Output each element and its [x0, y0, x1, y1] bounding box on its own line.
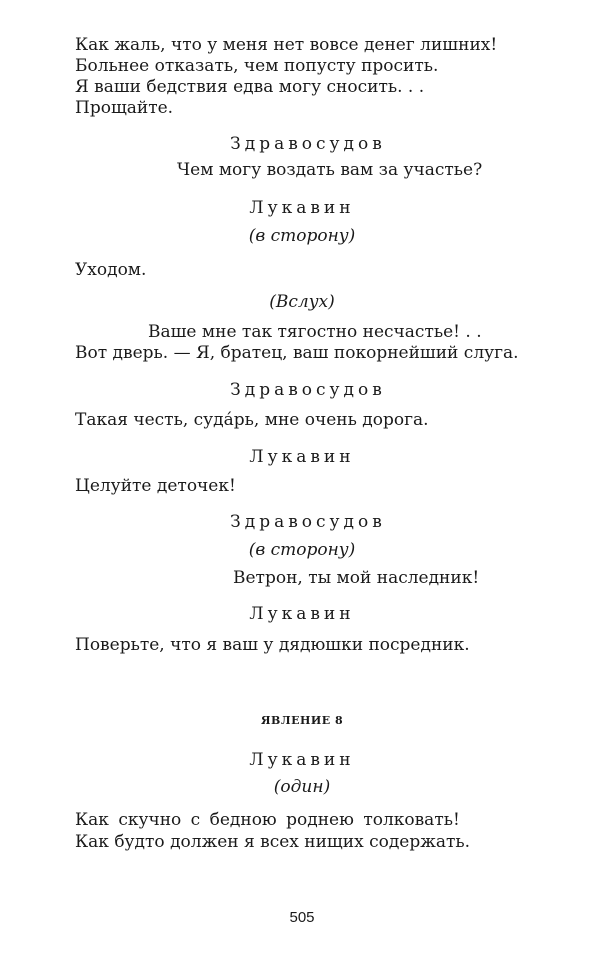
speaker-name: Лукавин	[249, 447, 355, 467]
verse-line: Больнее отказать, чем попусту просить.	[75, 56, 439, 76]
scene-heading: ЯВЛЕНИЕ 8	[260, 714, 344, 727]
verse-line: Чем могу воздать вам за участье?	[177, 160, 483, 180]
verse-line: Такая честь, суда́рь, мне очень дорога.	[75, 410, 429, 430]
verse-line: Ветрон, ты мой наследник!	[233, 568, 480, 588]
stage-direction: (в сторону)	[248, 540, 356, 560]
stage-direction: (Вслух)	[269, 292, 335, 312]
verse-line: Как будто должен я всех нищих содержать.	[75, 832, 471, 852]
verse-line: Ваше мне так тягостно несчастье! . .	[148, 322, 482, 342]
verse-line: Целуйте деточек!	[75, 476, 236, 496]
stage-direction: (один)	[273, 777, 331, 797]
speaker-name: Здравосудов	[230, 380, 386, 400]
verse-line: Уходом.	[75, 260, 147, 280]
verse-line: Я ваши бедствия едва могу сносить. . .	[75, 77, 425, 97]
speaker-name: Лукавин	[249, 604, 355, 624]
verse-line: Прощайте.	[75, 98, 174, 118]
speaker-name: Здравосудов	[230, 512, 386, 532]
stage-direction: (в сторону)	[248, 226, 356, 246]
speaker-name: Здравосудов	[230, 134, 386, 154]
verse-line: Как скучно с бедною роднею толковать!	[75, 810, 460, 830]
speaker-name: Лукавин	[249, 750, 355, 770]
verse-line: Поверьте, что я ваш у дядюшки посредник.	[75, 635, 470, 655]
verse-line: Вот дверь. — Я, братец, ваш покорнейший слуга.	[75, 343, 519, 363]
verse-line: Как жаль, что у меня нет вовсе денег лишних!	[75, 35, 498, 55]
speaker-name: Лукавин	[249, 198, 355, 218]
page-number: 505	[289, 909, 315, 926]
